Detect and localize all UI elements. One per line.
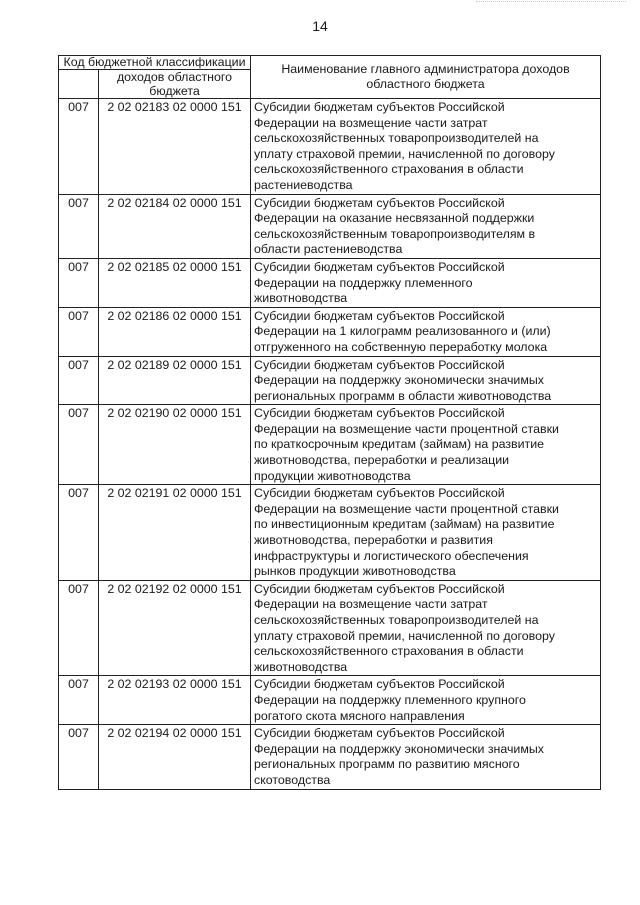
income-code-cell: 2 02 02184 02 0000 151 bbox=[99, 194, 251, 258]
income-code-cell: 2 02 02193 02 0000 151 bbox=[99, 676, 251, 725]
table-row bbox=[59, 99, 601, 195]
income-code-cell: 2 02 02191 02 0000 151 bbox=[99, 485, 251, 581]
header-admin-code bbox=[59, 70, 99, 99]
header-administrator-name: Наименование главного администратора доходов областного бюджета bbox=[251, 56, 601, 99]
income-name-cell bbox=[251, 99, 601, 195]
income-name-cell bbox=[251, 580, 601, 676]
page-number: 14 bbox=[312, 18, 328, 34]
admin-code-cell: 007 bbox=[59, 725, 99, 789]
income-name-text: Субсидии бюджетам субъектов Российской Федерации на возмещение части процентной ставки по краткосрочным кредитам (займам) на развитие животноводства, переработки и реализации продукции животноводства bbox=[254, 406, 559, 483]
income-name-text: Субсидии бюджетам субъектов Российской Федерации на возмещение части затрат сельскохозяйственных товаропроизводителей на уплату страховой премии, начисленной по договору сельскохозяйственного страхования в области животноводства bbox=[254, 581, 555, 674]
table-row bbox=[59, 485, 601, 581]
table-row bbox=[59, 580, 601, 676]
income-name-cell bbox=[251, 307, 601, 356]
header-income-code: доходов областного бюджета bbox=[99, 70, 251, 99]
income-code-cell: 2 02 02192 02 0000 151 bbox=[99, 580, 251, 676]
income-name-text: Субсидии бюджетам субъектов Российской Федерации на поддержку племенного крупного рогатого скота мясного направления bbox=[254, 677, 526, 723]
admin-code-cell: 007 bbox=[59, 676, 99, 725]
income-name-cell bbox=[251, 356, 601, 405]
income-name-text: Субсидии бюджетам субъектов Российской Федерации на 1 килограмм реализованного и (или) отгруженного на собственную переработку молока bbox=[254, 308, 551, 354]
table-row bbox=[59, 725, 601, 789]
admin-code-cell: 007 bbox=[59, 307, 99, 356]
table-row bbox=[59, 194, 601, 258]
admin-code-cell: 007 bbox=[59, 194, 99, 258]
budget-classification-table bbox=[58, 55, 601, 790]
income-code-cell: 2 02 02194 02 0000 151 bbox=[99, 725, 251, 789]
income-code-cell: 2 02 02185 02 0000 151 bbox=[99, 258, 251, 307]
income-name-cell bbox=[251, 405, 601, 485]
admin-code-cell: 007 bbox=[59, 99, 99, 195]
admin-code-cell: 007 bbox=[59, 258, 99, 307]
header-row-top bbox=[59, 56, 601, 70]
income-name-cell bbox=[251, 258, 601, 307]
income-name-cell bbox=[251, 676, 601, 725]
header-classification-code: Код бюджетной классификации bbox=[59, 56, 251, 70]
admin-code-cell: 007 bbox=[59, 356, 99, 405]
income-name-text: Субсидии бюджетам субъектов Российской Федерации на поддержку экономически значимых региональных программ по развитию мясного скотоводства bbox=[254, 726, 544, 787]
table-row bbox=[59, 676, 601, 725]
income-code-cell: 2 02 02186 02 0000 151 bbox=[99, 307, 251, 356]
income-code-cell: 2 02 02183 02 0000 151 bbox=[99, 99, 251, 195]
table-row bbox=[59, 405, 601, 485]
income-name-text: Субсидии бюджетам субъектов Российской Федерации на возмещение части процентной ставки по инвестиционным кредитам (займам) на развитие животноводства, переработки и развития инфраструктуры и логистического обеспечения рынков продукции животноводства bbox=[254, 486, 559, 579]
table-row bbox=[59, 258, 601, 307]
income-name-text: Субсидии бюджетам субъектов Российской Федерации на оказание несвязанной поддержки сельскохозяйственным товаропроизводителям в области растениеводства bbox=[254, 195, 536, 257]
income-name-text: Субсидии бюджетам субъектов Российской Федерации на поддержку племенного животноводства bbox=[254, 259, 505, 306]
scan-artifact bbox=[476, 1, 626, 5]
table-row bbox=[59, 356, 601, 405]
income-name-cell bbox=[251, 725, 601, 789]
income-name-cell bbox=[251, 194, 601, 258]
income-name-text: Субсидии бюджетам субъектов Российской Федерации на поддержку экономически значимых региональных программ в области животноводства bbox=[254, 357, 552, 403]
income-name-cell bbox=[251, 485, 601, 581]
admin-code-cell: 007 bbox=[59, 485, 99, 581]
admin-code-cell: 007 bbox=[59, 580, 99, 676]
income-code-cell: 2 02 02190 02 0000 151 bbox=[99, 405, 251, 485]
admin-code-cell: 007 bbox=[59, 405, 99, 485]
income-code-cell: 2 02 02189 02 0000 151 bbox=[99, 356, 251, 405]
income-name-text: Субсидии бюджетам субъектов Российской Федерации на возмещение части затрат сельскохозяйственных товаропроизводителей на уплату страховой премии, начисленной по договору сельскохозяйственного страхования в области растениеводства bbox=[254, 100, 555, 192]
table-row bbox=[59, 307, 601, 356]
